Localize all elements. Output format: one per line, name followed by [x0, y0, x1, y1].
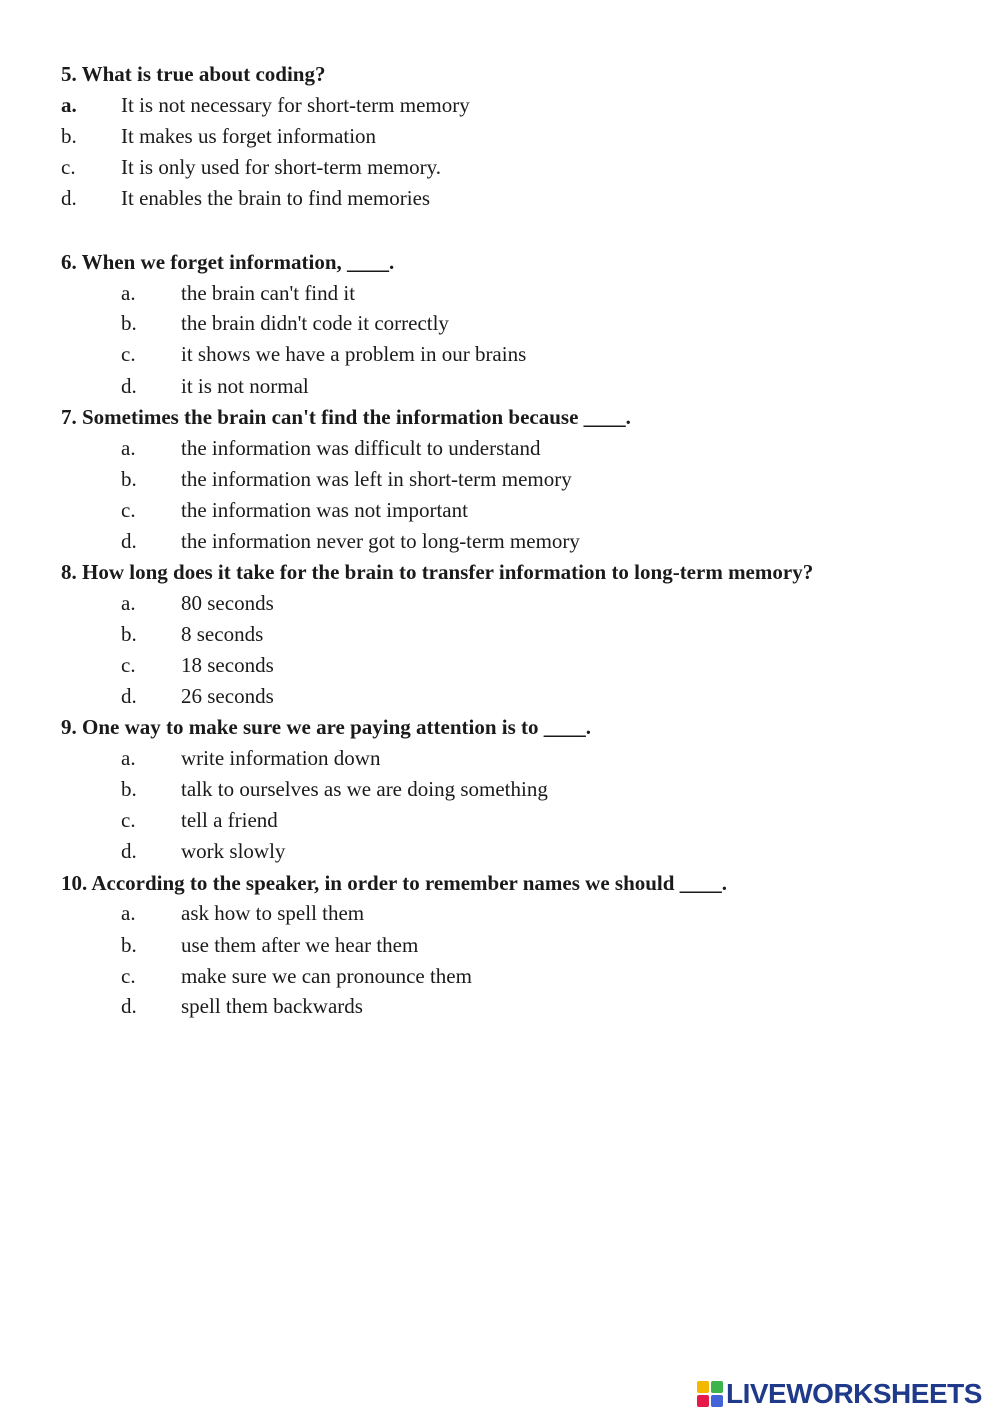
logo-tile — [711, 1395, 723, 1407]
question-9-option-b[interactable] — [121, 777, 821, 801]
option-text: the information was not important — [181, 498, 468, 522]
option-letter: c. — [121, 653, 136, 677]
question-7-title: 7. Sometimes the brain can't find the information because ____. — [61, 405, 631, 429]
option-letter: c. — [121, 964, 136, 988]
question-8-title: 8. How long does it take for the brain to transfer information to long-term memory? — [61, 560, 814, 584]
option-letter: a. — [121, 436, 136, 460]
option-text: 18 seconds — [181, 653, 274, 677]
question-10-title: 10. According to the speaker, in order to remember names we should ____. — [61, 871, 727, 895]
logo-tile — [697, 1395, 709, 1407]
option-text: tell a friend — [181, 808, 278, 832]
option-letter: b. — [121, 622, 137, 646]
question-7-option-a[interactable] — [121, 436, 821, 460]
question-7-option-d[interactable] — [121, 529, 821, 553]
question-10-option-c[interactable] — [121, 964, 821, 988]
option-text: the brain didn't code it correctly — [181, 311, 449, 335]
question-10-option-b[interactable] — [121, 933, 821, 957]
liveworksheets-logo[interactable] — [697, 1377, 982, 1411]
option-text: the information was left in short-term memory — [181, 467, 572, 491]
option-text: make sure we can pronounce them — [181, 964, 472, 988]
option-text: it shows we have a problem in our brains — [181, 342, 527, 366]
option-text: talk to ourselves as we are doing something — [181, 777, 548, 801]
question-8-option-c[interactable] — [121, 653, 821, 677]
option-letter: d. — [121, 839, 137, 863]
option-letter: a. — [121, 281, 136, 305]
option-text: It is not necessary for short-term memory — [121, 93, 470, 117]
question-9-option-c[interactable] — [121, 808, 821, 832]
option-letter: c. — [121, 342, 136, 366]
option-letter: b. — [121, 933, 137, 957]
option-text: It makes us forget information — [121, 124, 377, 148]
option-text: the brain can't find it — [181, 281, 356, 305]
question-8-option-a[interactable] — [121, 591, 821, 615]
option-letter: b. — [121, 777, 137, 801]
option-text: ask how to spell them — [181, 901, 365, 925]
option-text: write information down — [181, 746, 381, 770]
option-letter: d. — [121, 684, 137, 708]
option-text: work slowly — [181, 839, 286, 863]
option-letter: c. — [61, 155, 76, 179]
option-letter: a. — [61, 93, 77, 117]
option-letter: a. — [121, 746, 136, 770]
question-9-title: 9. One way to make sure we are paying attention is to ____. — [61, 715, 592, 739]
question-10-option-a[interactable] — [121, 901, 821, 925]
question-5-option-a[interactable] — [61, 93, 761, 117]
question-8-option-b[interactable] — [121, 622, 821, 646]
option-letter: a. — [121, 591, 136, 615]
question-6-option-c[interactable] — [121, 342, 821, 366]
option-letter: d. — [121, 529, 137, 553]
logo-tile — [711, 1381, 723, 1393]
question-8-option-d[interactable] — [121, 684, 821, 708]
option-letter: b. — [121, 467, 137, 491]
option-text: the information never got to long-term memory — [181, 529, 580, 553]
option-text: the information was difficult to understand — [181, 436, 541, 460]
question-5-option-d[interactable] — [61, 186, 761, 210]
question-6-title: 6. When we forget information, ____. — [61, 250, 395, 274]
question-9-option-a[interactable] — [121, 746, 821, 770]
option-letter: b. — [121, 311, 137, 335]
logo-text: LIVEWORKSHEETS — [726, 1378, 982, 1409]
liveworksheets-logo-icon — [697, 1381, 723, 1407]
question-7-option-b[interactable] — [121, 467, 821, 491]
question-6-option-a[interactable] — [121, 281, 821, 305]
option-letter: c. — [121, 808, 136, 832]
option-text: It is only used for short-term memory. — [121, 155, 441, 179]
option-text: 8 seconds — [181, 622, 264, 646]
question-6-option-b[interactable] — [121, 311, 821, 335]
question-5-option-c[interactable] — [61, 155, 761, 179]
option-text: spell them backwards — [181, 994, 363, 1018]
option-text: It enables the brain to find memories — [121, 186, 431, 210]
question-9-option-d[interactable] — [121, 839, 821, 863]
option-letter: a. — [121, 901, 136, 925]
option-text: 80 seconds — [181, 591, 274, 615]
logo-tile — [697, 1381, 709, 1393]
question-6-option-d[interactable] — [121, 374, 821, 398]
question-5-option-b[interactable] — [61, 124, 761, 148]
option-letter: b. — [61, 124, 77, 148]
option-letter: d. — [61, 186, 77, 210]
option-text: 26 seconds — [181, 684, 274, 708]
option-text: use them after we hear them — [181, 933, 419, 957]
option-letter: d. — [121, 374, 137, 398]
option-text: it is not normal — [181, 374, 309, 398]
question-5-title: 5. What is true about coding? — [61, 62, 326, 86]
option-letter: c. — [121, 498, 136, 522]
question-7-option-c[interactable] — [121, 498, 821, 522]
question-10-option-d[interactable] — [121, 994, 821, 1018]
option-letter: d. — [121, 994, 137, 1018]
